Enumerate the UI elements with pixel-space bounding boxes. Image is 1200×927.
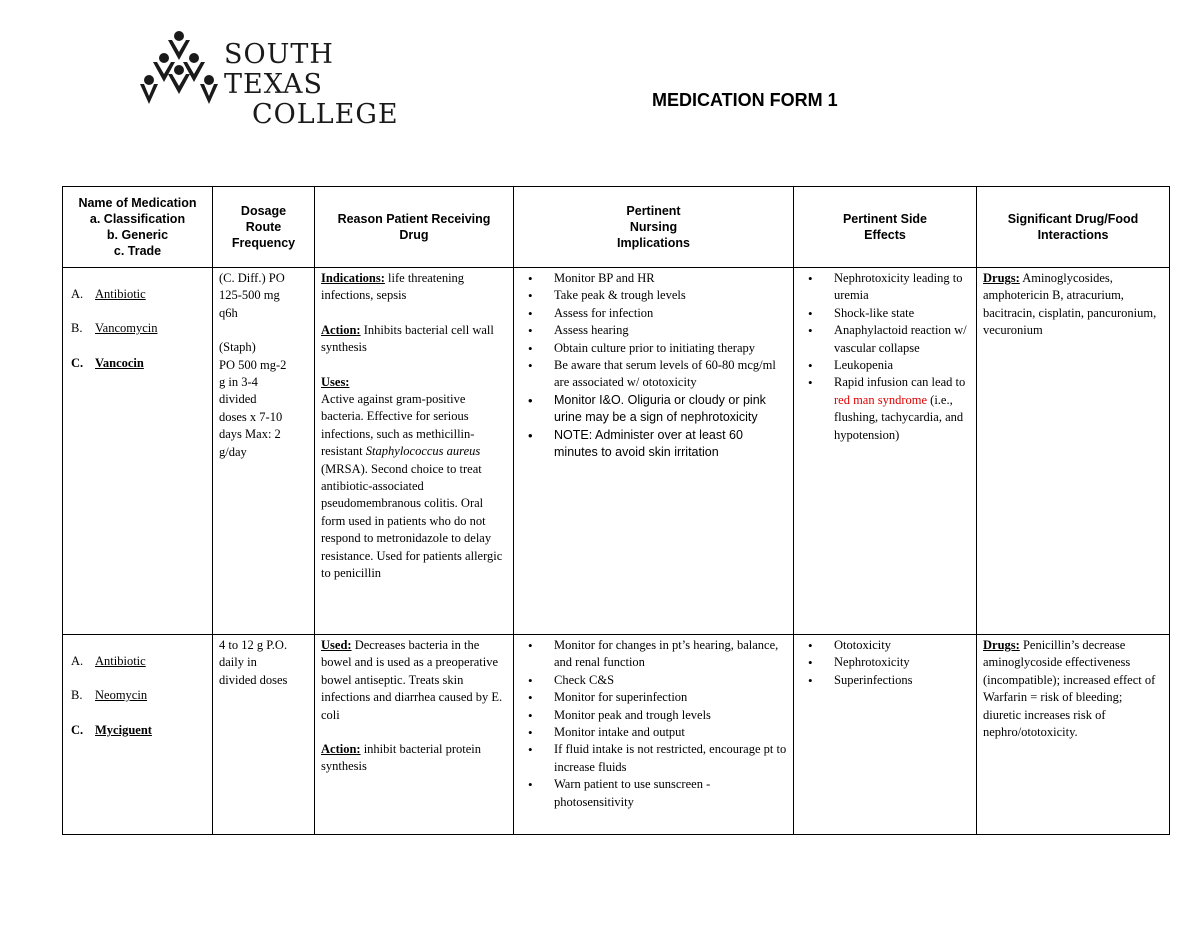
list-item: • Superinfections [834, 672, 970, 689]
list-item: • Assess for infection [554, 305, 787, 322]
list-item: • Obtain culture prior to initiating therapy [554, 340, 787, 357]
classification: A. Antibiotic [71, 287, 146, 301]
table-row [63, 635, 1170, 835]
list-item: • Monitor BP and HR [554, 270, 787, 287]
list-item: • Rapid infusion can lead to red man syndrome (i.e., flushing, tachycardia, and hypotension) [834, 374, 970, 444]
cell-reason [315, 268, 514, 635]
header-reason: Reason Patient Receiving Drug [315, 187, 514, 268]
red-man-syndrome-text: red man syndrome [834, 392, 928, 407]
generic-name: B. Neomycin [71, 688, 148, 703]
cell-reason [315, 635, 514, 835]
cell-interactions: Drugs: Penicillin’s decrease aminoglycoside effectiveness (incompatible); increased effect of Warfarin = risk of bleeding; diuretic increases risk of nephro/ototoxicity. [977, 635, 1170, 835]
action: Action: inhibit bacterial protein synthesis [321, 742, 482, 774]
indications: Indications: life threatening infections, sepsis [321, 271, 465, 303]
list-item: • NOTE: Administer over at least 60 minutes to avoid skin irritation [554, 427, 787, 462]
list-item: • Take peak & trough levels [554, 287, 787, 304]
list-item: • Nephrotoxicity leading to uremia [834, 270, 970, 305]
cell-medication-name [63, 635, 213, 835]
header-nursing-implications: Pertinent Nursing Implications [514, 187, 794, 268]
header-medication-name: Name of Medication a. Classification b. Generic c. Trade [63, 187, 213, 268]
cell-dosage: 4 to 12 g P.O. daily in divided doses [213, 635, 315, 835]
classification: A. Antibiotic [71, 654, 146, 668]
list-item: • Assess hearing [554, 322, 787, 339]
college-name-line1: SOUTH TEXAS [224, 39, 334, 100]
list-item: • Monitor peak and trough levels [554, 707, 787, 724]
college-name [224, 40, 440, 130]
cell-nursing-implications [514, 635, 794, 835]
header-side-effects: Pertinent Side Effects [794, 187, 977, 268]
list-item: • Nephrotoxicity [834, 654, 970, 671]
medication-table [62, 186, 1170, 835]
list-item: • Warn patient to use sunscreen - photosensitivity [554, 776, 787, 811]
used: Used: Decreases bacteria in the bowel and is used as a preoperative bowel antiseptic. Treats skin infections and diarrhea caused by E. coli [321, 638, 503, 722]
header-interactions: Significant Drug/Food Interactions [977, 187, 1170, 268]
trade-name: C. Vancocin [71, 355, 144, 370]
list-item: • Shock-like state [834, 305, 970, 322]
uses-label: Uses: [321, 374, 350, 389]
cell-medication-name [63, 268, 213, 635]
list-item: • Be aware that serum levels of 60-80 mcg/ml are associated w/ ototoxicity [554, 357, 787, 392]
list-item: • Check C&S [554, 672, 787, 689]
cell-side-effects [794, 635, 977, 835]
table-header-row [63, 187, 1170, 268]
cell-interactions: Drugs: Aminoglycosides, amphotericin B, atracurium, bacitracin, cisplatin, pancuronium, vecuronium [977, 268, 1170, 635]
list-item: • Anaphylactoid reaction w/ vascular collapse [834, 322, 970, 357]
uses-text: Active against gram-positive bacteria. Effective for serious infections, such as methicillin-resistant Staphylococcus aureus (MRSA). Second choice to treat antibiotic-associated pseudomembranous colitis. Oral form used in patients who do not respond to metronidazole to delay resistance. Used for patients allergic to penicillin [321, 392, 503, 581]
college-logo [140, 30, 440, 130]
table-row [63, 268, 1170, 635]
trade-name: C. Myciguent [71, 722, 152, 737]
form-title: MEDICATION FORM 1 [652, 90, 838, 110]
college-name-line2: COLLEGE [252, 99, 399, 130]
list-item: • If fluid intake is not restricted, encourage pt to increase fluids [554, 741, 787, 776]
list-item: • Leukopenia [834, 357, 970, 374]
list-item: • Ototoxicity [834, 637, 970, 654]
cell-nursing-implications [514, 268, 794, 635]
college-logo-figures-icon [140, 30, 218, 106]
cell-side-effects [794, 268, 977, 635]
header-dosage: Dosage Route Frequency [213, 187, 315, 268]
cell-dosage: (C. Diff.) PO 125-500 mg q6h (Staph) PO 500 mg-2 g in 3-4 divided doses x 7-10 days Max: 2 g/day [213, 268, 315, 635]
list-item: • Monitor for changes in pt’s hearing, balance, and renal function [554, 637, 787, 672]
list-item: • Monitor I&O. Oliguria or cloudy or pink urine may be a sign of nephrotoxicity [554, 392, 787, 427]
list-item: • Monitor intake and output [554, 724, 787, 741]
action: Action: Inhibits bacterial cell wall synthesis [321, 322, 494, 355]
list-item: • Monitor for superinfection [554, 689, 787, 706]
generic-name: B. Vancomycin [71, 321, 158, 336]
